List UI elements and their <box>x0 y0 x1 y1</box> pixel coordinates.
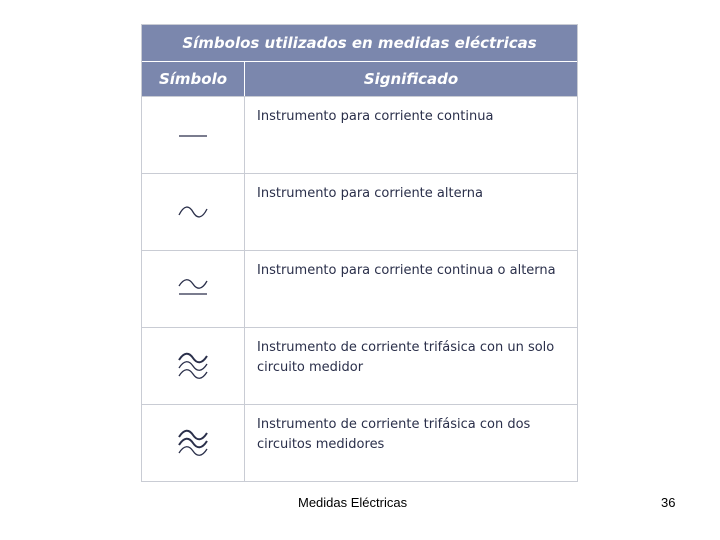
symbols-table <box>141 24 578 482</box>
table-row <box>142 173 577 250</box>
meaning-text: Instrumento de corriente trifásica con un solo circuito medidor <box>257 340 555 375</box>
table-row <box>142 250 577 327</box>
ac-dc-icon <box>173 272 213 306</box>
table-header <box>142 62 577 96</box>
header-meaning: Significado <box>363 70 459 88</box>
dc-line-icon <box>173 120 213 150</box>
table-row <box>142 96 577 173</box>
table-title: Símbolos utilizados en medidas eléctricas <box>142 25 577 62</box>
footer-title: Medidas Eléctricas <box>298 495 408 510</box>
meaning-text: Instrumento para corriente alterna <box>257 186 483 201</box>
meaning-text: Instrumento de corriente trifásica con dos circuitos medidores <box>257 417 531 452</box>
table-row <box>142 404 577 481</box>
ac-wave-icon <box>173 197 213 227</box>
page-number: 36 <box>661 495 676 510</box>
meaning-text: Instrumento para corriente continua <box>257 109 494 124</box>
header-symbol: Símbolo <box>142 62 245 96</box>
table-row <box>142 327 577 404</box>
three-phase-double-icon <box>173 425 213 461</box>
meaning-text: Instrumento para corriente continua o alterna <box>257 263 556 278</box>
three-phase-single-icon <box>173 348 213 384</box>
